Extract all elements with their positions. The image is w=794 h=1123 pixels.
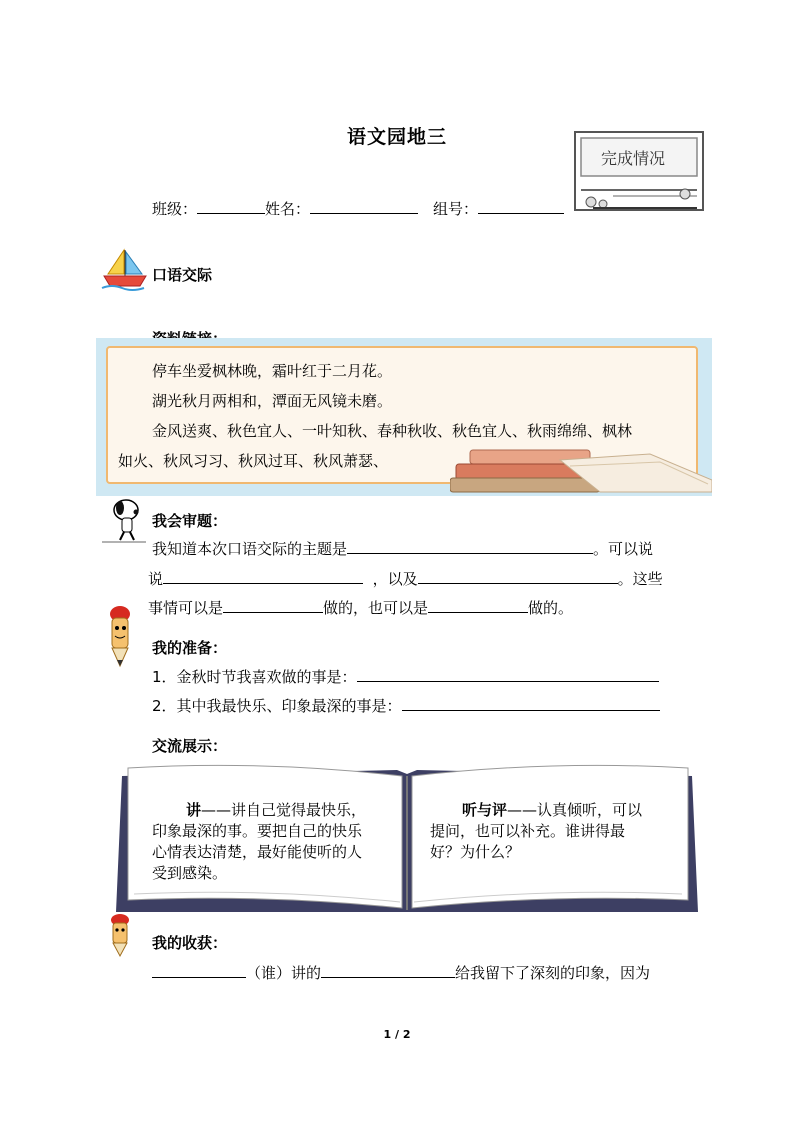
book-left-page <box>152 800 402 884</box>
book-right-page <box>430 800 670 863</box>
theme-field[interactable] <box>347 539 593 554</box>
page-title: 语文园地三 <box>346 126 447 148</box>
snoopy-icon <box>100 498 148 544</box>
books-illustration <box>450 440 712 496</box>
harvest-text: 给我留下了深刻的印象，因为 <box>455 964 651 982</box>
page-number: 1 / 2 <box>383 1028 411 1041</box>
exchange-heading: 交流展示： <box>152 737 228 755</box>
stamp-label: 完成情况 <box>601 149 666 168</box>
speak-line: 受到感染。 <box>152 864 228 882</box>
prep-field-2[interactable] <box>402 696 660 711</box>
say-field-2[interactable] <box>418 569 618 584</box>
prep-field-1[interactable] <box>357 667 659 682</box>
review-text: 做的。 <box>528 599 574 617</box>
speak-text: ——讲自己觉得最快乐， <box>201 801 367 819</box>
who-field[interactable] <box>152 963 246 978</box>
review-line-1 <box>152 538 653 559</box>
group-field[interactable] <box>478 199 564 214</box>
listen-line: 提问，也可以补充。谁讲得最 <box>430 822 626 840</box>
review-text: 我知道本次口语交际的主题是 <box>152 540 348 558</box>
listen-line: 好？为什么？ <box>430 843 521 861</box>
name-field[interactable] <box>310 199 418 214</box>
review-line-3 <box>148 597 573 618</box>
listen-text: ——认真倾听，可以 <box>507 801 643 819</box>
prep-item-label: 1．金秋时节我喜欢做的事是： <box>152 668 357 686</box>
done-field-2[interactable] <box>428 598 528 613</box>
listen-label: 听与评 <box>462 801 508 819</box>
sailboat-icon <box>100 248 150 292</box>
harvest-heading: 我的收获： <box>152 934 228 952</box>
completion-stamp <box>573 130 705 212</box>
review-text: ，以及 <box>372 570 418 588</box>
speak-line: 心情表达清楚，最好能使听的人 <box>152 843 363 861</box>
review-heading: 我会审题： <box>152 512 228 530</box>
group-label: 组号： <box>433 200 479 218</box>
review-text: 。这些 <box>617 570 663 588</box>
review-text: 做的，也可以是 <box>323 599 429 617</box>
pencil-mascot-icon <box>102 912 138 958</box>
idioms-line-1: 金风送爽、秋色宜人、一叶知秋、春种秋收、秋色宜人、秋雨绵绵、枫林 <box>152 422 633 440</box>
idioms-line-2: 如火、秋风习习、秋风过耳、秋风萧瑟、 <box>118 452 389 470</box>
review-line-2 <box>148 568 663 589</box>
info-row <box>152 198 564 219</box>
speak-line: 印象最深的事。要把自己的快乐 <box>152 822 363 840</box>
done-field-1[interactable] <box>223 598 323 613</box>
review-text: 事情可以是 <box>148 599 224 617</box>
poem-line-1: 停车坐爱枫林晚，霜叶红于二月花。 <box>152 362 393 380</box>
harvest-text: （谁）讲的 <box>246 964 322 982</box>
what-field[interactable] <box>321 963 455 978</box>
name-label: 姓名： <box>265 200 311 218</box>
section-heading-oral: 口语交际 <box>152 266 213 284</box>
review-text: 说 <box>148 570 164 588</box>
class-label: 班级： <box>152 200 198 218</box>
review-text: 。可以说 <box>593 540 654 558</box>
poem-line-2: 湖光秋月两相和，潭面无风镜未磨。 <box>152 392 393 410</box>
harvest-line <box>152 962 650 983</box>
class-field[interactable] <box>197 199 265 214</box>
say-field-1[interactable] <box>163 569 363 584</box>
prep-item-label: 2．其中我最快乐、印象最深的事是： <box>152 697 402 715</box>
prep-heading: 我的准备： <box>152 639 228 657</box>
prep-item-1 <box>152 666 659 687</box>
prep-item-2 <box>152 695 660 716</box>
pencil-mascot-icon <box>100 604 140 670</box>
speak-label: 讲 <box>186 801 202 819</box>
